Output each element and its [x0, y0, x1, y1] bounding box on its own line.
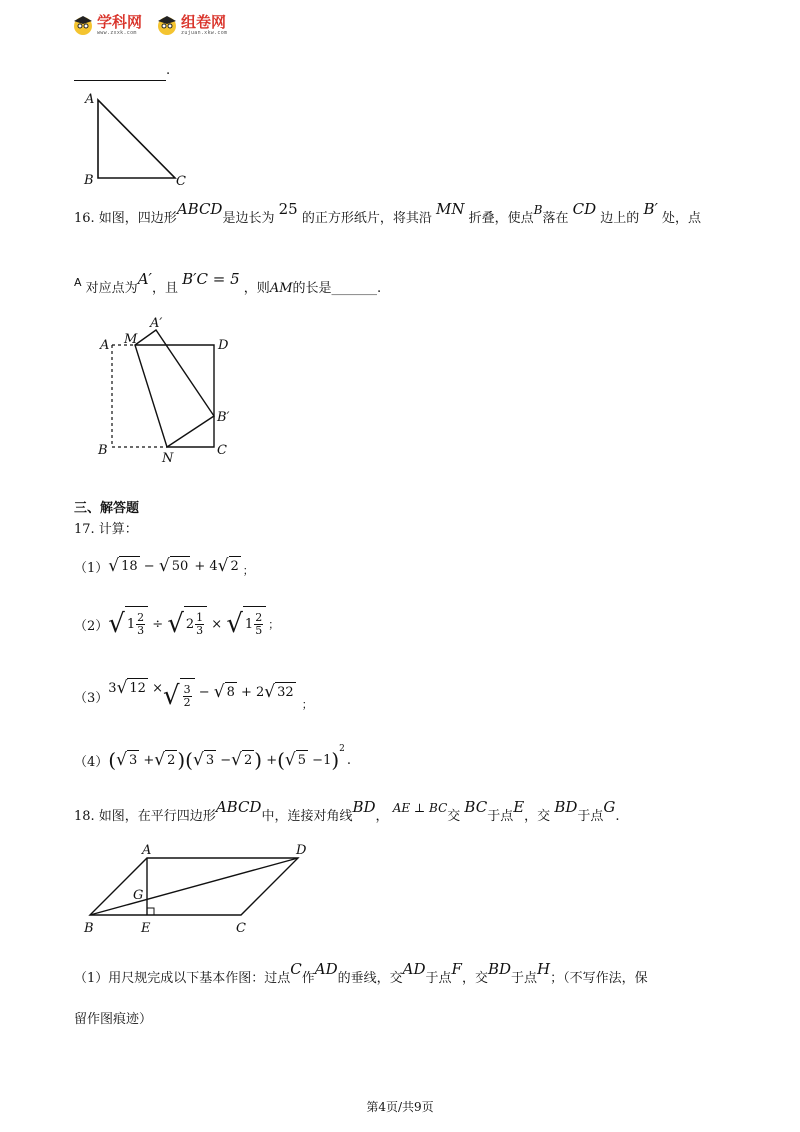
sqrt-expr: √ 3	[192, 750, 215, 770]
q15-answer-line	[74, 62, 170, 81]
diagonal-bd	[90, 858, 298, 915]
label-b: B	[84, 173, 94, 188]
q18-text: 中，连接对角线	[261, 809, 353, 824]
label-b: B	[84, 921, 94, 936]
q16-text: 处，点	[662, 211, 702, 226]
triangle-abc	[98, 100, 175, 178]
q16-abcd: ABCD	[176, 200, 223, 218]
q18-f: F	[451, 960, 462, 978]
q18-text: 于点	[577, 809, 604, 824]
sqrt-expr: √ 2	[231, 750, 253, 770]
sqrt-expr: √ 1 $\frac{2}{3}$	[108, 606, 148, 642]
q17-part1: （1） √ 18 − √ 50 + 4 √ 2 ；	[74, 556, 254, 577]
section-heading: 三、解答题	[74, 501, 140, 516]
sqrt-expr: √ 2	[154, 750, 176, 770]
q18-bd: BD	[487, 960, 512, 978]
q16-line2	[74, 270, 382, 298]
q16-text: 是边长为	[222, 211, 275, 226]
square-edges	[135, 345, 214, 447]
q18-ad: AD	[314, 960, 338, 978]
q16-text: 折叠，使点	[468, 211, 534, 226]
q16-text: ，则	[243, 281, 270, 296]
q16-side: 25	[278, 200, 298, 218]
label-d: D	[218, 338, 229, 353]
label-c: C	[217, 443, 227, 458]
q16-am: AM	[269, 281, 293, 296]
mascot-icon	[72, 14, 94, 36]
q16-text: 的长是_______.	[292, 281, 382, 296]
label-c: C	[176, 174, 186, 189]
q16-cd: CD	[572, 200, 597, 218]
label-a: A	[100, 338, 110, 353]
label-g: G	[133, 888, 144, 903]
q16-aprime: A′	[137, 270, 152, 288]
part-label: （1）	[74, 560, 109, 576]
q16-line1	[74, 200, 702, 228]
label-aprime: A′	[150, 316, 163, 331]
q18-ad: AD	[402, 960, 426, 978]
zujuanwang-logo	[156, 14, 227, 36]
q18-part1-line2: 留作图痕迹）	[74, 1012, 153, 1027]
q18-text: 交	[447, 809, 461, 824]
part-label: （4）	[74, 754, 109, 770]
label-n: N	[162, 451, 174, 464]
q18-text: .	[615, 809, 620, 824]
q18-text: ，	[375, 809, 389, 824]
part-end: ；	[242, 564, 254, 577]
q18-num: 18. 如图，在平行四边形	[74, 809, 216, 824]
sqrt-expr: √ 12	[116, 678, 146, 698]
q16-mn: MN	[436, 200, 465, 218]
label-bprime: B′	[217, 410, 230, 425]
q15-triangle-figure	[80, 88, 200, 190]
q16-b: B	[533, 203, 543, 217]
q18-text: ；（不写作法，保	[550, 971, 648, 986]
label-d: D	[296, 843, 307, 858]
right-angle-mark	[147, 908, 154, 915]
page-number: 第4页/共9页	[366, 1100, 434, 1114]
sqrt-expr: √ 3	[116, 750, 138, 770]
q17-title: 17. 计算：	[74, 522, 138, 537]
q16-num: 16. 如图，四边形	[74, 211, 177, 226]
sqrt-expr: √ 8	[213, 682, 235, 702]
part-end: ；	[268, 618, 280, 631]
logo1-url: www.zxxk.com	[97, 29, 137, 36]
q18-c: C	[290, 960, 302, 978]
label-e: E	[141, 921, 151, 936]
label-c: C	[236, 921, 246, 936]
mascot-icon	[156, 14, 178, 36]
q17-part4: （4） ( √ 3 + √ 2 )( √ 3 − √ 2 ) + ( √ 5 −1 ) 2 .	[74, 744, 352, 772]
q18-perp: AE ⊥ BC	[392, 801, 448, 815]
label-a: A	[85, 92, 95, 107]
q18-text: ，交	[461, 971, 488, 986]
q18-h: H	[537, 960, 551, 978]
answer-blank	[74, 62, 166, 81]
sqrt-expr: √ 50	[158, 556, 189, 576]
q18-text: 作	[301, 971, 315, 986]
xuekewang-logo	[72, 14, 142, 36]
q18-part1-line1	[74, 960, 648, 988]
q17-part3: （3） 3 √ 12 × √ $\frac{3}{2}$ − √ 8 + 2 √ 32 ；	[74, 678, 313, 714]
q16-text: ，且	[151, 281, 178, 296]
sqrt-expr: √ 5	[284, 750, 307, 770]
folded-part	[135, 330, 214, 447]
q17-part2: （2） √ 1 $\frac{2}{3}$ ÷ √ 2 $\frac{1}{3}$ × √ 1 $\frac{2}{5}$ ；	[74, 606, 279, 642]
q18-bd: BD	[554, 798, 578, 816]
q16-text: 边上的	[600, 211, 640, 226]
q16-text: 落在	[542, 211, 569, 226]
part-label: （3）	[74, 690, 109, 706]
q16-fold-figure	[92, 312, 252, 464]
q18-g: G	[603, 798, 616, 816]
label-a: A	[142, 843, 152, 858]
part-end: .	[346, 752, 352, 768]
logo2-url: zujuan.xkw.com	[181, 29, 228, 36]
q18-text: 于点	[487, 809, 514, 824]
q18-text: 的垂线，交	[337, 971, 403, 986]
q16-text: 对应点为	[85, 281, 138, 296]
q18-text: ，交	[524, 809, 551, 824]
q15-period: .	[166, 63, 171, 78]
part-end: ；	[301, 698, 313, 711]
q16-condition: B′C = 5	[182, 270, 240, 288]
part-label: （2）	[74, 618, 109, 634]
sqrt-expr: √ 1 $\frac{2}{5}$	[226, 606, 266, 642]
header-logos	[72, 14, 227, 36]
q18-e: E	[513, 798, 525, 816]
label-m: M	[124, 332, 138, 347]
q18-abcd: ABCD	[215, 798, 262, 816]
q18-line1	[74, 798, 620, 826]
q18-text: 于点	[511, 971, 538, 986]
sqrt-expr: √ 2	[217, 556, 239, 576]
q16-bprime: B′	[643, 200, 658, 218]
label-b: B	[98, 443, 108, 458]
q16-a: A	[74, 276, 82, 289]
q18-text: 于点	[425, 971, 452, 986]
sqrt-expr: √ 2 $\frac{1}{3}$	[167, 606, 207, 642]
q18-bd: BD	[352, 798, 376, 816]
q18-bc: BC	[464, 798, 488, 816]
sqrt-expr: √ 32	[264, 682, 294, 702]
q16-text: 的正方形纸片，将其沿	[301, 211, 432, 226]
logo2-text: 组卷网	[181, 12, 227, 31]
q18-text: （1）用尺规完成以下基本作图：过点	[74, 971, 291, 986]
logo1-text: 学科网	[97, 12, 143, 31]
q18-parallelogram-figure	[80, 840, 320, 940]
sqrt-expr: √ $\frac{3}{2}$	[163, 678, 195, 714]
sqrt-expr: √ 18	[108, 556, 138, 576]
